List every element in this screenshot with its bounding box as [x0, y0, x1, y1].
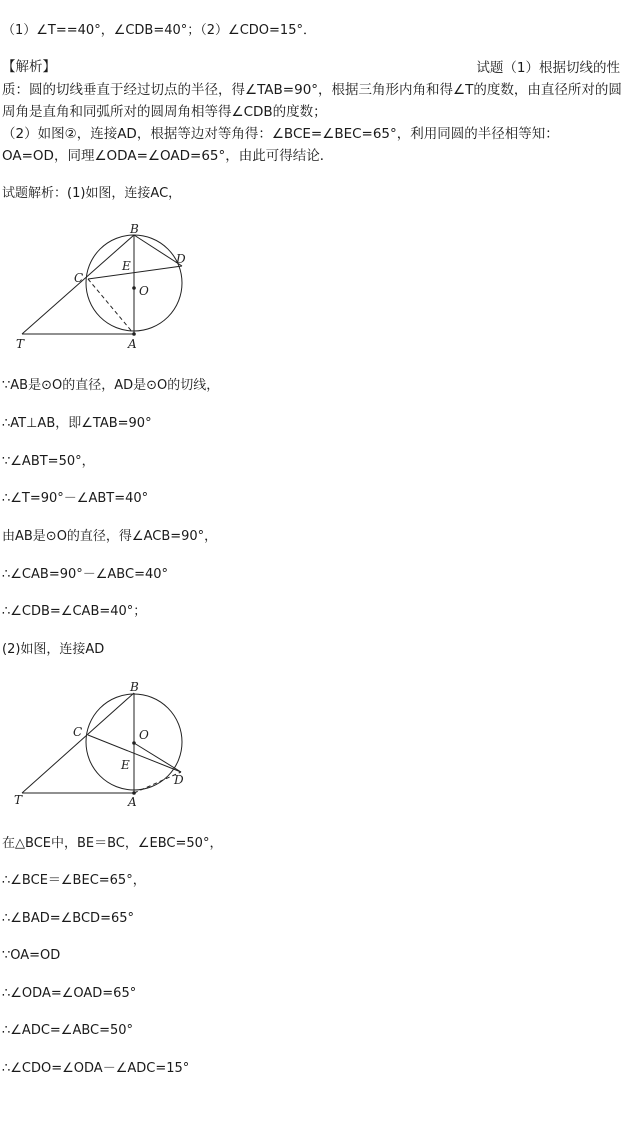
- fig2-label-C: C: [73, 725, 83, 739]
- step-2-2: ∴∠BCE＝∠BEC=65°，: [2, 873, 146, 888]
- fig1-line-BD: [134, 235, 182, 266]
- fig1-center-dot: [132, 286, 136, 290]
- step-2-5: ∴∠ODA=∠OAD=65°: [2, 986, 137, 1001]
- fig2-label-A: A: [128, 795, 137, 809]
- step-1-1: ∵AB是⊙O的直径，AD是⊙O的切线，: [2, 378, 220, 393]
- figure-2: [0, 680, 220, 810]
- fig1-label-O: O: [139, 284, 149, 298]
- fig1-label-B: B: [130, 222, 139, 236]
- part-2-intro: (2)如图，连接AD: [2, 642, 105, 657]
- fig2-label-D: D: [174, 773, 184, 787]
- fig2-label-T: T: [14, 793, 23, 807]
- step-2-1: 在△BCE中，BE＝BC，∠EBC=50°，: [2, 836, 223, 851]
- step-1-3: ∵∠ABT=50°，: [2, 454, 95, 469]
- step-2-3: ∴∠BAD=∠BCD=65°: [2, 911, 135, 926]
- fig1-label-C: C: [74, 271, 84, 285]
- fig1-label-D: D: [176, 252, 186, 266]
- fig1-point-A-dot: [132, 332, 136, 336]
- fig1-line-CD: [88, 266, 182, 279]
- step-1-2: ∴AT⊥AB，即∠TAB=90°: [2, 416, 152, 431]
- step-2-4: ∵OA=OD: [2, 948, 61, 963]
- fig2-line-TB: [22, 693, 134, 793]
- step-1-6: ∴∠CAB=90°－∠ABC=40°: [2, 567, 168, 582]
- fig2-center-dot: [132, 741, 136, 745]
- fig1-label-A: A: [128, 337, 137, 351]
- fig1-label-T: T: [16, 337, 25, 351]
- solution-intro: 试题解析：(1)如图，连接AC，: [2, 186, 182, 201]
- step-1-7: ∴∠CDB=∠CAB=40°；: [2, 604, 147, 619]
- analysis-text-2: （2）如图②，连接AD，根据等边对等角得：∠BCE=∠BEC=65°，利用同圆的半径相等知：OA=OD，同理∠ODA=∠OAD=65°，由此可得结论．: [2, 126, 559, 164]
- analysis-text-1: 质：圆的切线垂直于经过切点的半径，得∠TAB=90°，根据三角形内角和得∠T的度数，由直径所对的圆周角是直角和同弧所对的圆周角相等得∠CDB的度数；: [2, 82, 622, 120]
- figure-1: [0, 222, 220, 354]
- analysis-label: 【解析】: [2, 59, 56, 75]
- fig1-label-E: E: [122, 259, 131, 273]
- step-2-6: ∴∠ADC=∠ABC=50°: [2, 1023, 134, 1038]
- step-1-5: 由AB是⊙O的直径，得∠ACB=90°，: [2, 529, 218, 544]
- fig2-line-OD: [134, 743, 181, 772]
- step-2-7: ∴∠CDO=∠ODA－∠ADC=15°: [2, 1061, 190, 1076]
- fig1-line-CA-dashed: [88, 279, 134, 334]
- answer-line: （1）∠T==40°，∠CDB=40°；（2）∠CDO=15°．: [2, 23, 316, 38]
- step-1-4: ∴∠T=90°－∠ABT=40°: [2, 491, 149, 506]
- fig2-label-O: O: [139, 728, 149, 742]
- analysis-lead: 试题（1）根据切线的性: [476, 60, 620, 76]
- fig2-label-B: B: [130, 680, 139, 694]
- fig2-label-E: E: [121, 758, 130, 772]
